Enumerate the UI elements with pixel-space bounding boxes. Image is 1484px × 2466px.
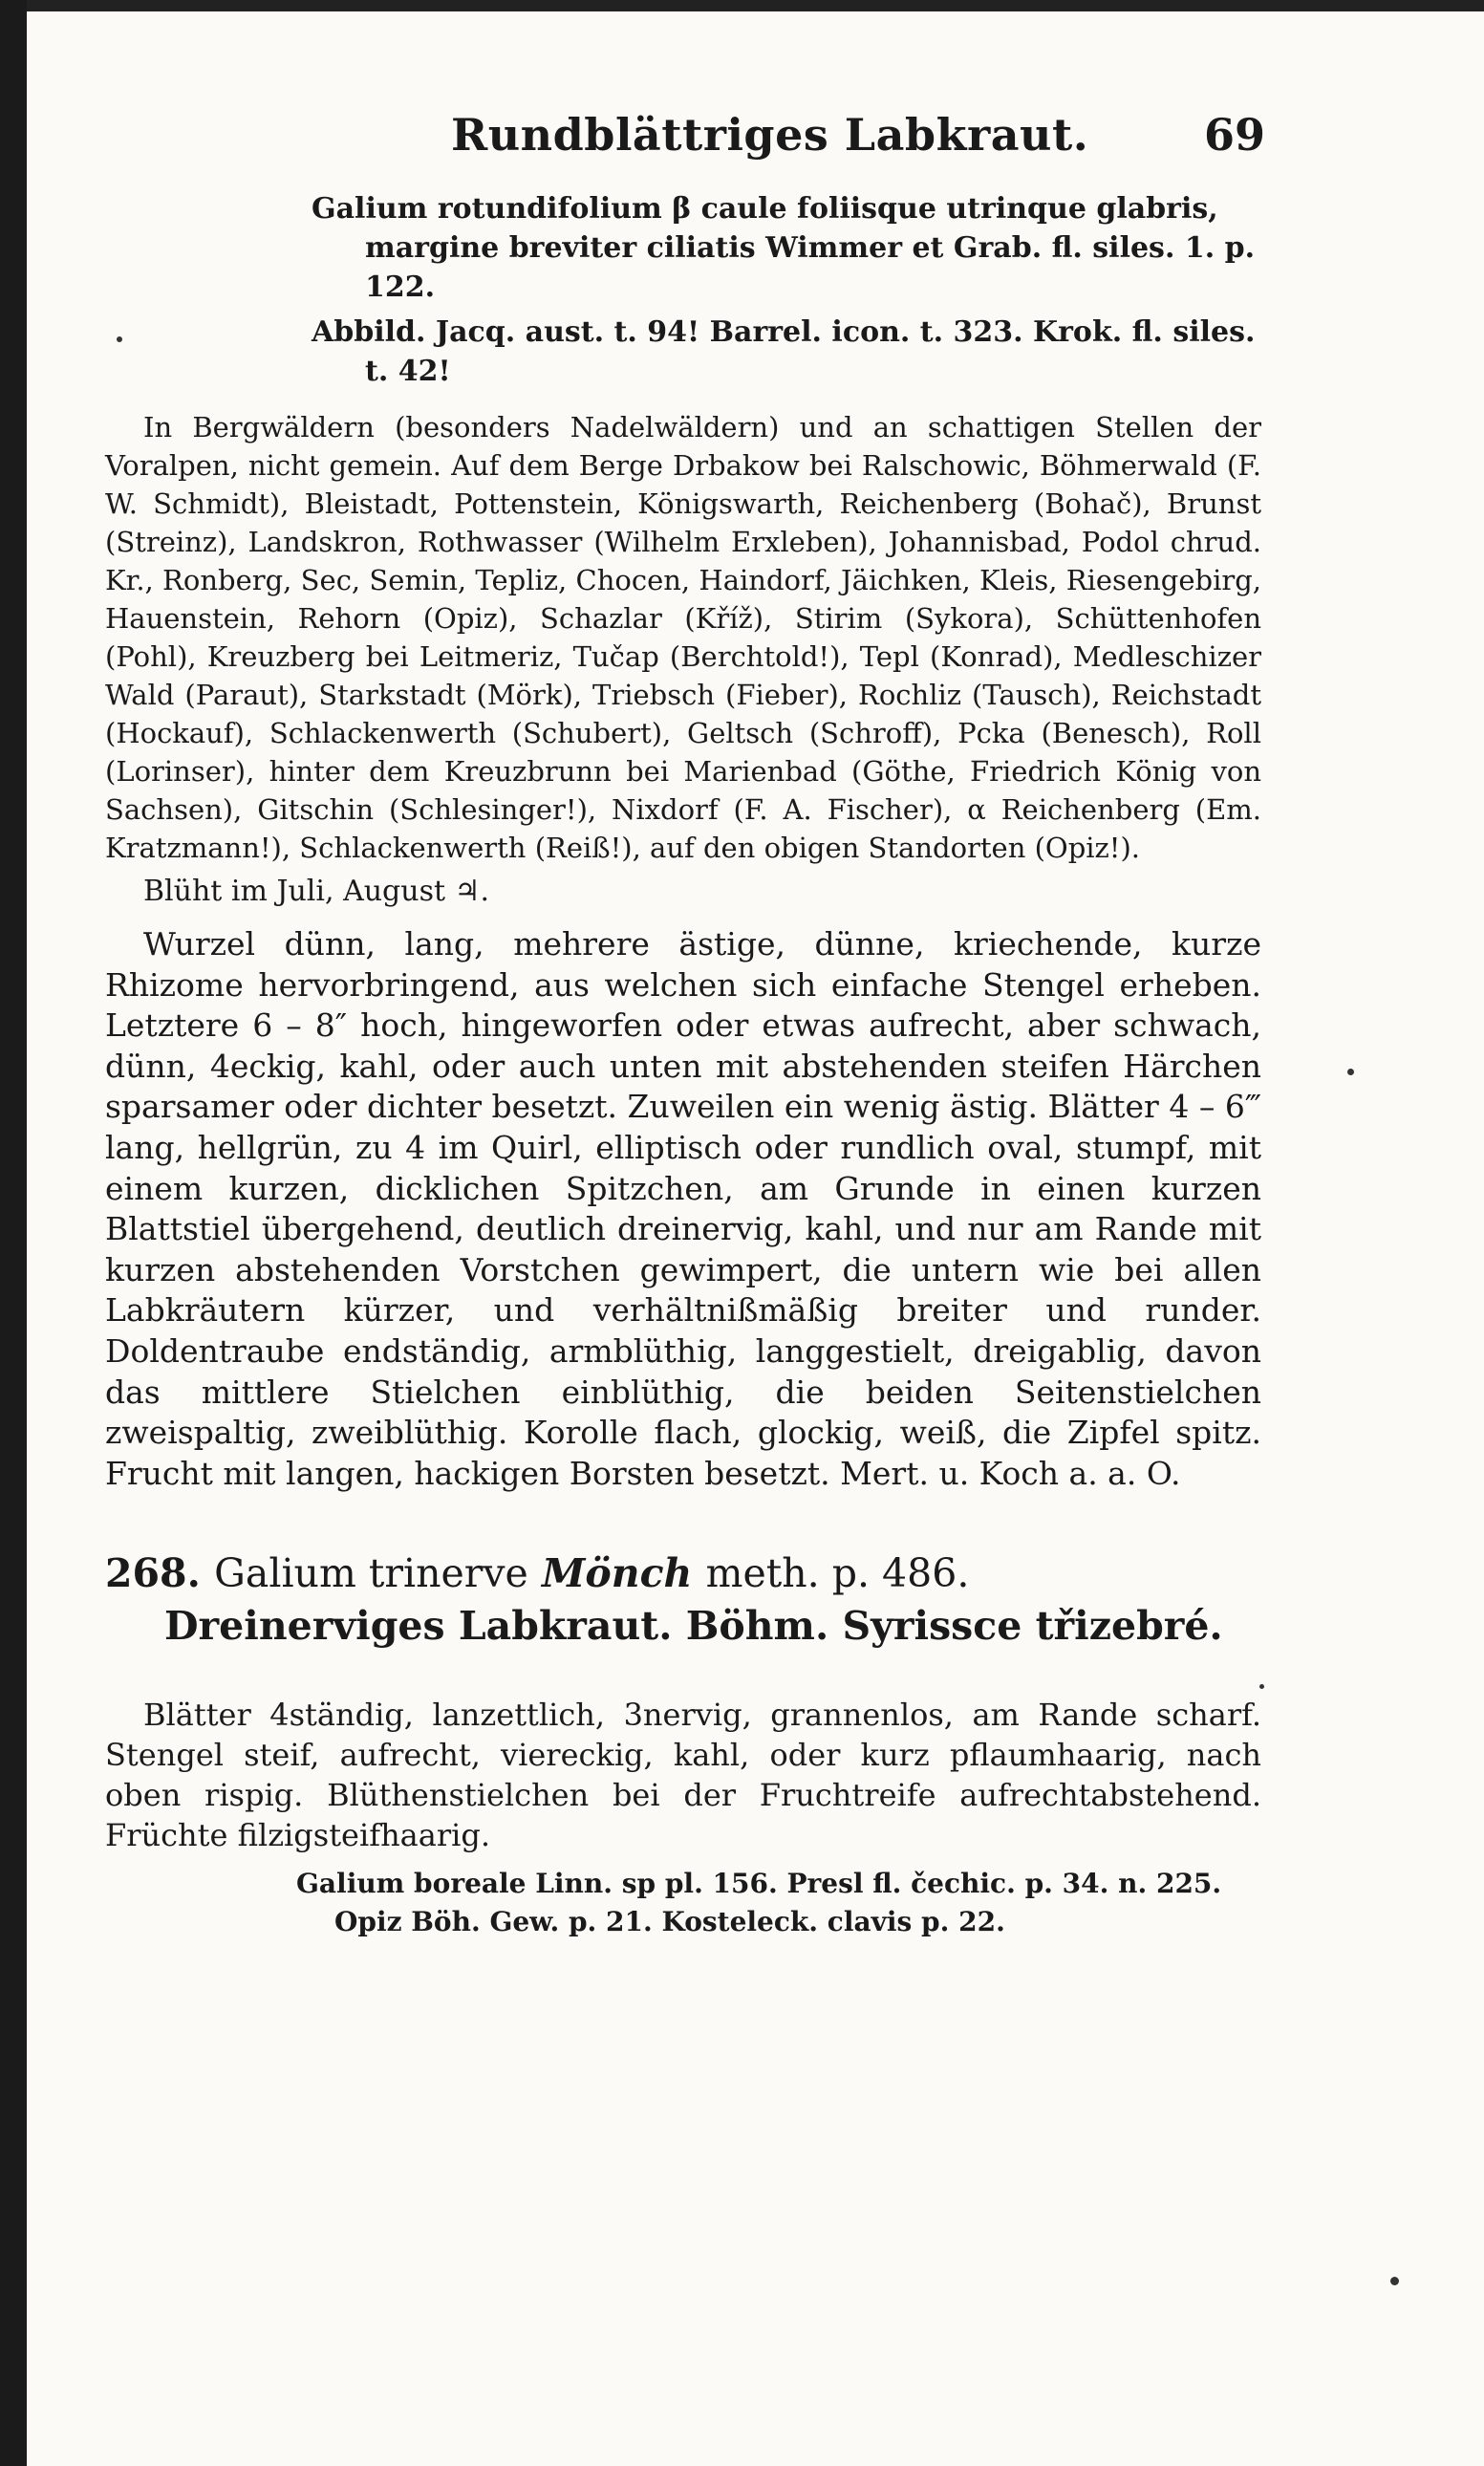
localities-paragraph: In Bergwäldern (besonders Nadelwäldern) und an schattigen Stellen der Voralpen, nicht gemein. Auf dem Berge Drbakow bei Ralschowic, Böhmerwald (F. W. Schmidt), Bleistadt, Pottenstein, Königswarth, Reichenberg (Bohač), Brunst (Streinz), Landskron, Rothwasser (Wilhelm Erxleben), Johannisbad, Podol chrud. Kr., Ronberg, Sec, Semin, Tepliz, Chocen, Haindorf, Jäichken, Kleis, Riesengebirg, Hauenstein, Rehorn (Opiz), Schazlar (Kříž), Stirim (Sykora), Schüttenhofen (Pohl), Kreuzberg bei Leitmeriz, Tučap (Berchtold!), Tepl (Konrad), Medleschizer Wald (Paraut), Starkstadt (Mörk), Triebsch (Fieber), Rochliz (Tausch), Reichstadt (Hockauf), Schlackenwerth (Schubert), Geltsch (Schroff), Pcka (Benesch), Roll (Lorinser), hinter dem Kreuzbrunn bei Marienbad (Göthe, Friedrich König von Sachsen), Gitschin (Schlesinger!), Nixdorf (F. A. Fischer), α Reichenberg (Em. Kratzmann!), Schlackenwerth (Reiß!), auf den obigen Standorten (Opiz!). [105,411,1261,864]
scan-top-edge [0,0,1484,11]
speck-mark [117,336,122,342]
species-author: Mönch [542,1550,693,1597]
species-number: 268. [105,1550,201,1597]
page-header [105,96,1265,184]
book-page [105,96,1265,1941]
species-citation: meth. p. 486. [705,1550,970,1597]
scan-left-edge [0,0,27,2466]
species-common-name: Dreinerviges Labkraut. Böhm. Syrissce třizebré. [164,1603,1223,1650]
species-heading [105,1547,1261,1653]
page-number: 69 [1203,109,1265,161]
speck-mark [1259,1684,1264,1689]
description2-paragraph: Blätter 4ständig, lanzettlich, 3nervig, grannenlos, am Rande scharf. Stengel steif, aufrecht, viereckig, kahl, oder kurz pflaumhaarig, nach oben rispig. Blüthenstielchen bei der Fruchtreife aufrechtabstehend. Früchte filzigsteifhaarig. [105,1697,1261,1854]
speck-mark [1347,1069,1354,1075]
speck-mark [1390,2277,1399,2285]
description-paragraph: Wurzel dünn, lang, mehrere ästige, dünne, kriechende, kurze Rhizome hervorbringend, aus welchen sich einfache Stengel erheben. Letztere 6 – 8″ hoch, hingeworfen oder etwas aufrecht, aber schwach, dünn, 4eckig, kahl, oder auch unten mit abstehenden steifen Härchen sparsamer oder dichter besetzt. Zuweilen ein wenig ästig. Blätter 4 – 6‴ lang, hellgrün, zu 4 im Quirl, elliptisch oder rundlich oval, stumpf, mit einem kurzen, dicklichen Spitzchen, am Grunde in einen kurzen Blattstiel übergehend, deutlich dreinervig, kahl, und nur am Rande mit kurzen abstehenden Vorstchen gewimpert, die untern wie bei allen Labkräutern kürzer, und verhältnißmäßig breiter und runder. Doldentraube endständig, armblüthig, langgestielt, dreigablig, davon das mittlere Stielchen einblüthig, die beiden Seitenstielchen zweispaltig, zweiblüthig. Korolle flach, glockig, weiß, die Zipfel spitz. Frucht mit langen, hackigen Borsten besetzt. Mert. u. Koch a. a. O. [105,925,1261,1492]
species-name: Galium trinerve [214,1550,528,1597]
reference-line-2: Abbild. Jacq. aust. t. 94! Barrel. icon. t. 323. Krok. fl. siles. t. 42! [312,315,1256,388]
reference2-line: Galium boreale Linn. sp pl. 156. Presl fl. čechic. p. 34. n. 225. Opiz Böh. Gew. p. 21. Kosteleck. clavis p. 22. [296,1868,1222,1938]
running-title: Rundblättriges Labkraut. [451,109,1089,161]
reference-line-1: Galium rotundifolium β caule foliisque utrinque glabris, margine breviter ciliatis Wimmer et Grab. fl. siles. 1. p. 122. [312,192,1256,304]
bloom-line: Blüht im Juli, August ♃. [143,875,489,908]
